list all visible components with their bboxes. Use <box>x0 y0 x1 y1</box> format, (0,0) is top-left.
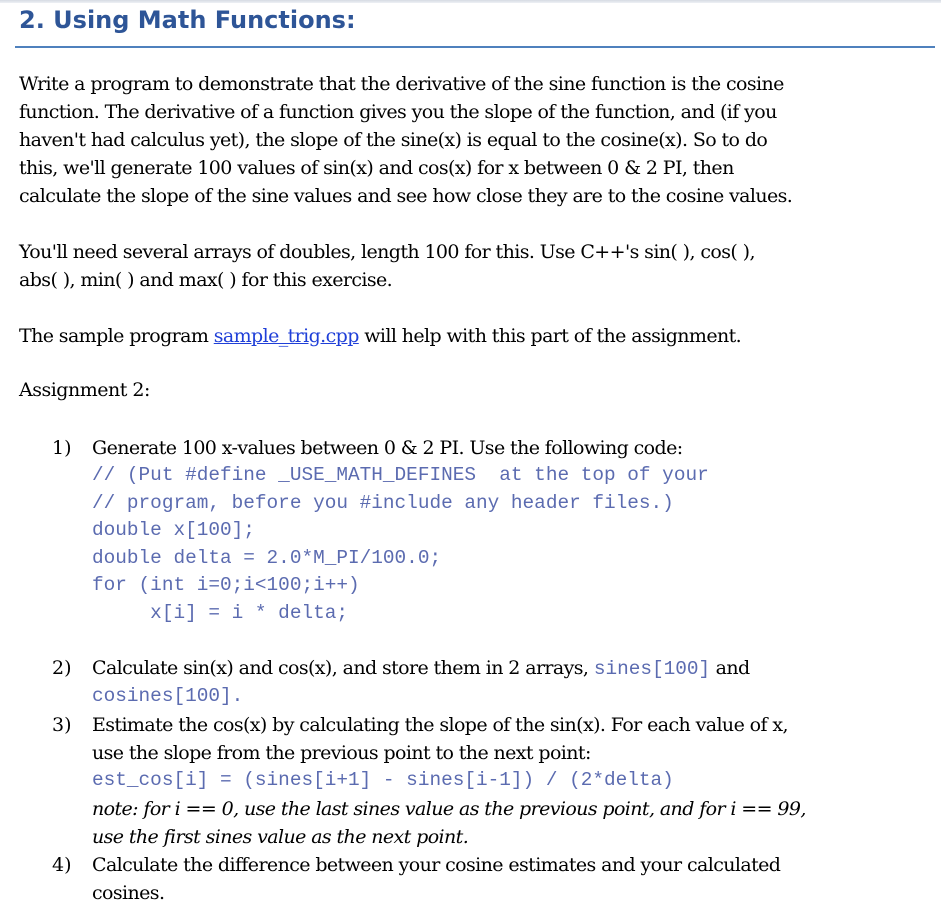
step-1-text: Generate 100 x-values between 0 & 2 PI. Use the following code: <box>92 437 683 459</box>
step-4 <box>92 851 892 907</box>
top-border <box>0 0 941 3</box>
step-3-line: Estimate the cos(x) by calculating the slope of the sin(x). For each value of x, <box>92 714 788 736</box>
step-2-line <box>92 654 892 683</box>
sample-text-after: will help with this part of the assignment. <box>358 325 742 347</box>
assignment-title: Assignment 2: <box>19 379 150 401</box>
arrays-line: You'll need several arrays of doubles, length 100 for this. Use C++'s sin( ), cos( ), <box>19 241 755 263</box>
intro-paragraph <box>19 70 919 210</box>
code-line: for (int i=0;i<100;i++) <box>92 574 360 596</box>
step-3-note: note: for i == 0, use the last sines value as the previous point, and for i == 99, <box>92 797 806 820</box>
section-heading: 2. Using Math Functions: <box>19 6 356 34</box>
intro-line: haven't had calculus yet), the slope of the sine(x) is equal to the cosine(x). So to do <box>19 129 768 151</box>
arrays-line: abs( ), min( ) and max( ) for this exercise. <box>19 269 393 291</box>
intro-line: this, we'll generate 100 values of sin(x) and cos(x) for x between 0 & 2 PI, then <box>19 157 734 179</box>
arrays-paragraph <box>19 238 919 294</box>
code-line: x[i] = i * delta; <box>92 601 348 624</box>
step-2-number: 2) <box>52 657 72 679</box>
code-line: double delta = 2.0*M_PI/100.0; <box>92 546 442 569</box>
step-1-number: 1) <box>52 437 72 459</box>
code-line: // (Put #define _USE_MATH_DEFINES at the top of your <box>92 464 709 486</box>
sample-trig-link[interactable]: sample_trig.cpp <box>213 325 359 347</box>
intro-line: calculate the slope of the sine values and see how close they are to the cosine values. <box>19 185 793 207</box>
sines-array-code: sines[100] <box>593 658 711 680</box>
step-1 <box>92 434 892 627</box>
sample-line <box>19 322 919 350</box>
intro-line: Write a program to demonstrate that the derivative of the sine function is the cosine <box>19 73 784 95</box>
code-line: double x[100]; <box>92 519 255 541</box>
step-4-number: 4) <box>52 854 72 876</box>
est-cos-code: est_cos[i] = (sines[i+1] - sines[i-1]) / (2*delta) <box>92 769 674 791</box>
step-3-note: use the first sines value as the next point. <box>92 825 469 848</box>
intro-line: function. The derivative of a function gives you the slope of the function, and (if you <box>19 101 777 123</box>
code-line: // program, before you #include any header files.) <box>92 491 674 514</box>
step-3 <box>92 711 892 851</box>
step-2-text-mid: and <box>710 657 750 679</box>
sample-text-before: The sample program <box>19 325 214 347</box>
step-3-line: use the slope from the previous point to the next point: <box>92 742 591 764</box>
step-4-line: Calculate the difference between your cosine estimates and your calculated <box>92 854 781 876</box>
cosines-array-code: cosines[100]. <box>92 685 244 707</box>
step-4-line: cosines. <box>92 882 165 904</box>
step-3-number: 3) <box>52 714 72 736</box>
heading-underline <box>15 46 935 48</box>
sample-paragraph <box>19 322 919 350</box>
step-2 <box>92 654 892 711</box>
step-2-text: Calculate sin(x) and cos(x), and store them in 2 arrays, <box>92 657 594 679</box>
